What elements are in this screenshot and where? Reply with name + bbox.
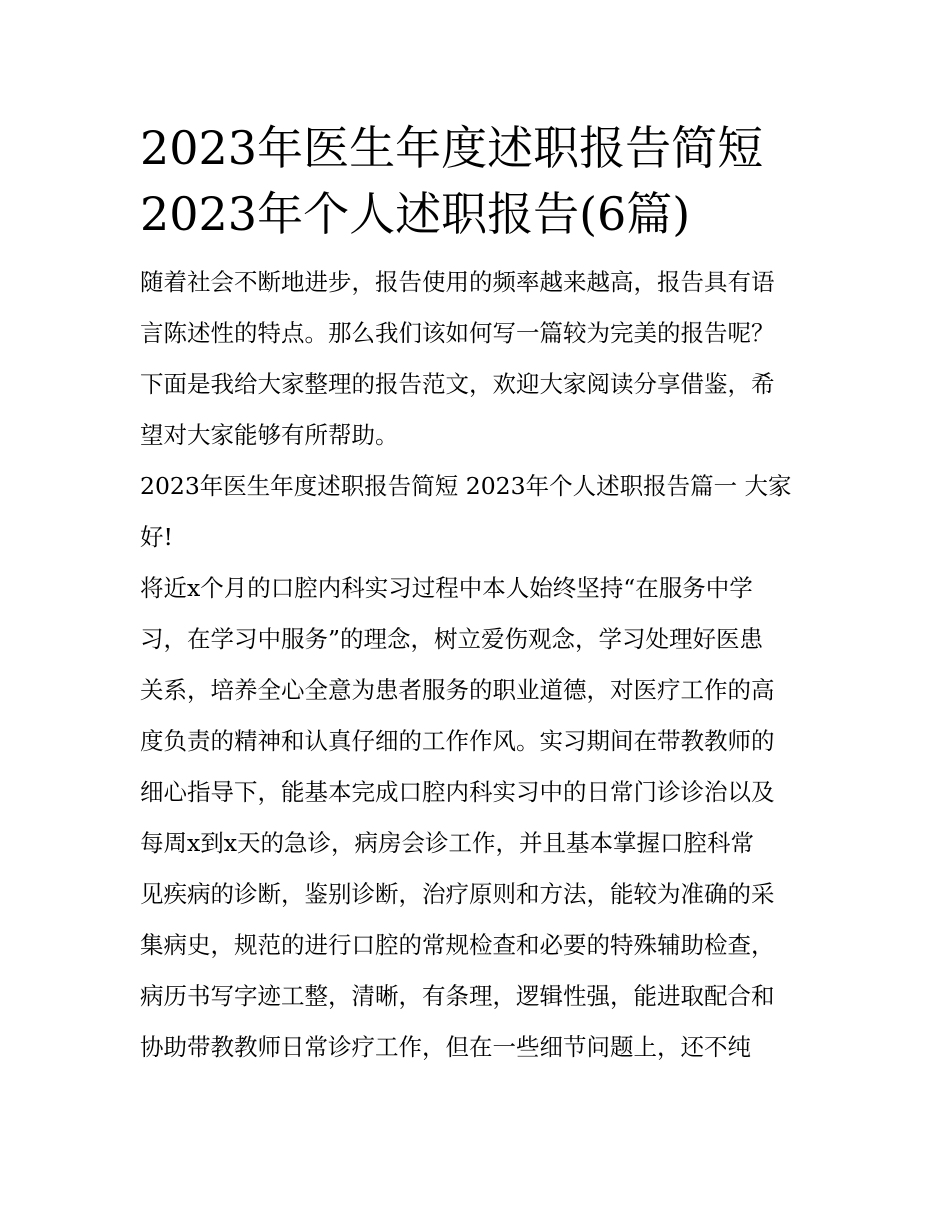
text-line: 集病史，规范的进行口腔的常规检查和必要的特殊辅助检查， bbox=[140, 931, 775, 959]
text-line: 每周x到x天的急诊，病房会诊工作，并且基本掌握口腔科常 bbox=[140, 829, 755, 857]
document-body bbox=[140, 257, 812, 1073]
intro-paragraph bbox=[140, 257, 812, 461]
title-line-1: 2023年医生年度述职报告简短 bbox=[140, 121, 764, 175]
body-paragraph bbox=[140, 563, 812, 1073]
section-heading-paragraph bbox=[140, 461, 812, 563]
text-line: 言陈述性的特点。那么我们该如何写一篇较为完美的报告呢？ bbox=[140, 319, 775, 347]
text-line: 将近x个月的口腔内科实习过程中本人始终坚持“在服务中学 bbox=[140, 574, 753, 602]
text-line: 2023年医生年度述职报告简短 2023年个人述职报告篇一 大家 bbox=[140, 472, 792, 500]
text-line: 度负责的精神和认真仔细的工作作风。实习期间在带教教师的 bbox=[140, 727, 775, 755]
text-line: 好! bbox=[140, 523, 173, 551]
text-line: 随着社会不断地进步，报告使用的频率越来越高，报告具有语 bbox=[140, 268, 775, 296]
text-line: 病历书写字迹工整，清晰，有条理，逻辑性强，能进取配合和 bbox=[140, 982, 775, 1010]
document-page bbox=[140, 115, 812, 1073]
text-line: 关系，培养全心全意为患者服务的职业道德，对医疗工作的高 bbox=[140, 676, 775, 704]
text-line: 协助带教教师日常诊疗工作，但在一些细节问题上，还不纯 bbox=[140, 1033, 751, 1061]
text-line: 见疾病的诊断，鉴别诊断，治疗原则和方法，能较为准确的采 bbox=[140, 880, 775, 908]
title-line-2: 2023年个人述职报告(6篇) bbox=[140, 187, 691, 241]
text-line: 下面是我给大家整理的报告范文，欢迎大家阅读分享借鉴，希 bbox=[140, 370, 775, 398]
text-line: 细心指导下，能基本完成口腔内科实习中的日常门诊诊治以及 bbox=[140, 778, 775, 806]
text-line: 望对大家能够有所帮助。 bbox=[140, 421, 399, 449]
document-title bbox=[140, 115, 812, 247]
text-line: 习，在学习中服务”的理念，树立爱伤观念，学习处理好医患 bbox=[140, 625, 764, 653]
